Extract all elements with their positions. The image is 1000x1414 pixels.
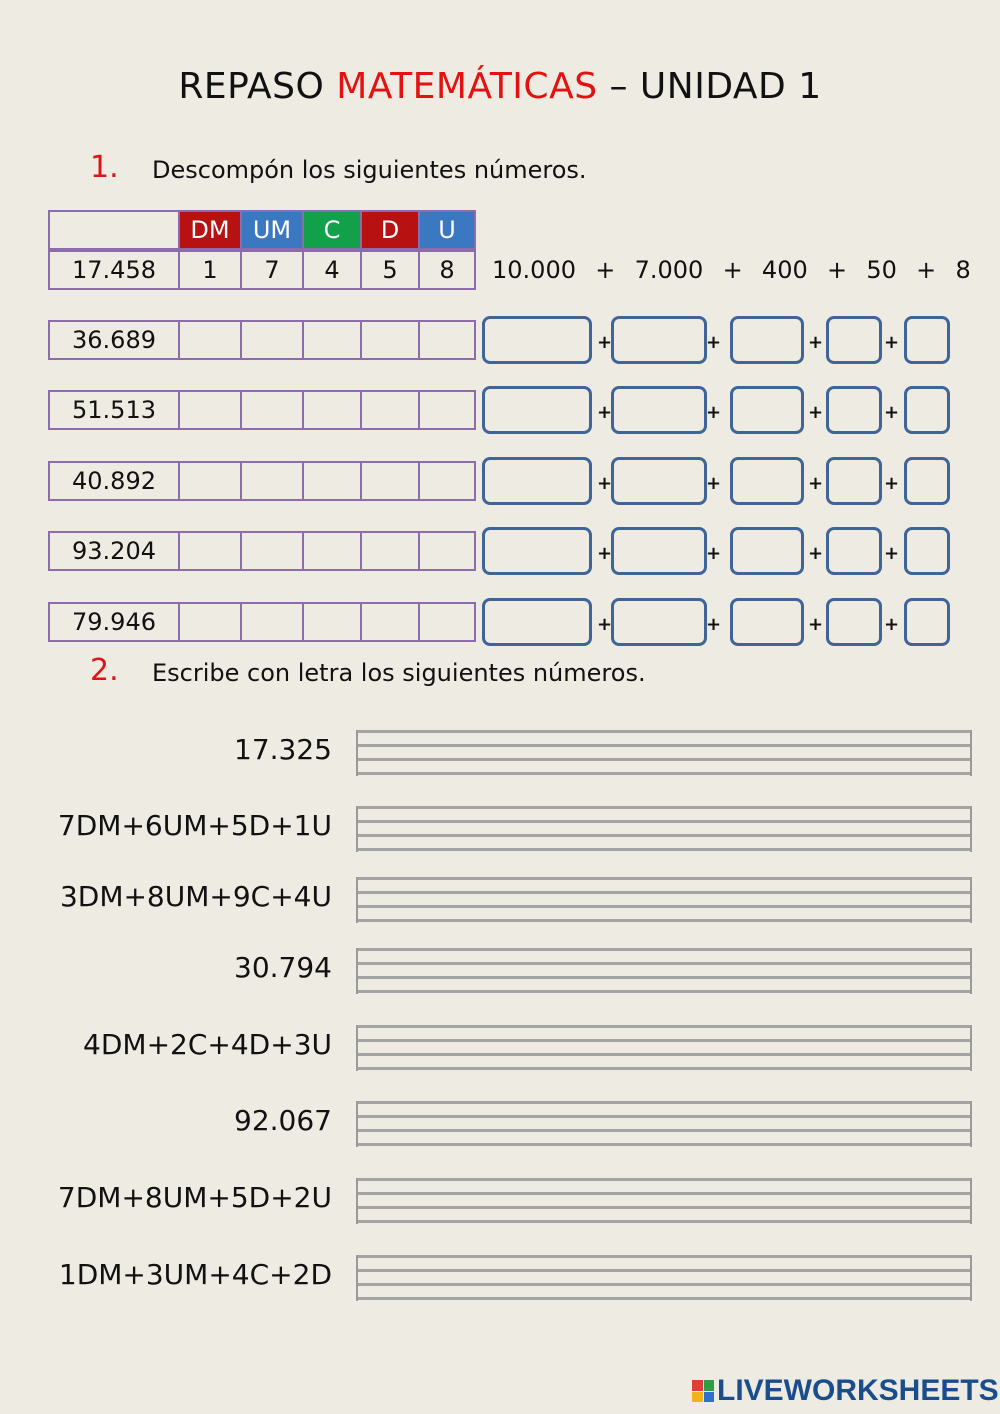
expansion-box-d[interactable]	[826, 527, 882, 575]
expansion-box-u[interactable]	[904, 527, 950, 575]
expansion-box-d[interactable]	[826, 598, 882, 646]
writing-line	[358, 1178, 970, 1181]
exercise-input-dm[interactable]	[178, 390, 242, 430]
example-digit-um: 7	[240, 250, 304, 290]
writing-line	[358, 1283, 970, 1286]
plus-sign: +	[706, 402, 722, 423]
expansion-box-d[interactable]	[826, 457, 882, 505]
expansion-box-dm[interactable]	[482, 386, 592, 434]
plus-sign: +	[884, 402, 900, 423]
writing-line	[358, 1297, 970, 1300]
writing-line	[358, 948, 970, 951]
example-digit-u: 8	[418, 250, 476, 290]
expansion-box-d[interactable]	[826, 386, 882, 434]
exercise-number: 40.892	[48, 461, 180, 501]
writing-line	[358, 1067, 970, 1070]
write-answer-field[interactable]	[356, 877, 972, 923]
exercise-input-d[interactable]	[360, 461, 420, 501]
plus-sign: +	[808, 332, 824, 353]
plus-sign: +	[808, 402, 824, 423]
writing-line	[358, 730, 970, 733]
writing-line	[358, 834, 970, 837]
plus-sign: +	[808, 473, 824, 494]
header-c: C	[302, 210, 362, 250]
header-dm: DM	[178, 210, 242, 250]
exercise-number: 36.689	[48, 320, 180, 360]
title-part2: MATEMÁTICAS	[336, 66, 598, 107]
plus-sign: +	[706, 473, 722, 494]
plus-sign: +	[808, 614, 824, 635]
question-1-number: 1.	[90, 150, 119, 185]
write-item-label: 4DM+2C+4D+3U	[83, 1028, 332, 1061]
header-blank-cell	[48, 210, 180, 250]
header-d: D	[360, 210, 420, 250]
plus-sign: +	[597, 332, 613, 353]
exercise-input-c[interactable]	[302, 602, 362, 642]
write-item-label: 7DM+6UM+5D+1U	[57, 809, 332, 842]
writing-line	[358, 1039, 970, 1042]
writing-line	[358, 905, 970, 908]
writing-line	[358, 990, 970, 993]
plus-sign: +	[884, 473, 900, 494]
expansion-box-c[interactable]	[730, 316, 804, 364]
expansion-box-um[interactable]	[611, 457, 707, 505]
writing-line	[358, 1255, 970, 1258]
writing-line	[358, 891, 970, 894]
exercise-input-d[interactable]	[360, 320, 420, 360]
write-item-label: 30.794	[234, 951, 332, 984]
writing-line	[358, 962, 970, 965]
writing-line	[358, 1220, 970, 1223]
expansion-box-u[interactable]	[904, 598, 950, 646]
exercise-input-c[interactable]	[302, 320, 362, 360]
expansion-box-dm[interactable]	[482, 457, 592, 505]
writing-line	[358, 1129, 970, 1132]
expansion-box-c[interactable]	[730, 527, 804, 575]
writing-line	[358, 1101, 970, 1104]
exercise-input-u[interactable]	[418, 390, 476, 430]
plus-sign: +	[884, 332, 900, 353]
plus-sign: +	[597, 614, 613, 635]
writing-line	[358, 1025, 970, 1028]
exercise-input-d[interactable]	[360, 390, 420, 430]
plus-sign: +	[706, 332, 722, 353]
example-digit-d: 5	[360, 250, 420, 290]
exercise-input-c[interactable]	[302, 531, 362, 571]
exercise-input-um[interactable]	[240, 461, 304, 501]
plus-sign: +	[884, 543, 900, 564]
logo-mark-icon	[692, 1380, 714, 1402]
liveworksheets-logo	[692, 1374, 999, 1408]
expansion-box-d[interactable]	[826, 316, 882, 364]
write-answer-field[interactable]	[356, 730, 972, 776]
page-title	[0, 66, 1000, 107]
exercise-input-dm[interactable]	[178, 461, 242, 501]
writing-line	[358, 1206, 970, 1209]
exercise-input-c[interactable]	[302, 390, 362, 430]
exercise-input-u[interactable]	[418, 320, 476, 360]
writing-line	[358, 976, 970, 979]
plus-sign: +	[597, 402, 613, 423]
expansion-box-c[interactable]	[730, 598, 804, 646]
writing-line	[358, 1115, 970, 1118]
plus-sign: +	[706, 614, 722, 635]
writing-line	[358, 758, 970, 761]
exercise-input-um[interactable]	[240, 531, 304, 571]
header-um: UM	[240, 210, 304, 250]
exercise-input-dm[interactable]	[178, 320, 242, 360]
plus-sign: +	[597, 543, 613, 564]
exercise-input-um[interactable]	[240, 390, 304, 430]
logo-text: LIVEWORKSHEETS	[717, 1374, 999, 1407]
write-item-label: 1DM+3UM+4C+2D	[58, 1258, 332, 1291]
example-digit-dm: 1	[178, 250, 242, 290]
writing-line	[358, 1143, 970, 1146]
write-item-label: 7DM+8UM+5D+2U	[57, 1181, 332, 1214]
write-answer-field[interactable]	[356, 1025, 972, 1071]
writing-line	[358, 1192, 970, 1195]
exercise-number: 79.946	[48, 602, 180, 642]
expansion-box-um[interactable]	[611, 316, 707, 364]
write-answer-field[interactable]	[356, 806, 972, 852]
expansion-box-um[interactable]	[611, 386, 707, 434]
exercise-input-dm[interactable]	[178, 531, 242, 571]
expansion-box-c[interactable]	[730, 386, 804, 434]
title-part1: REPASO	[178, 66, 337, 107]
question-2-text: Escribe con letra los siguientes números.	[152, 659, 646, 687]
writing-line	[358, 1269, 970, 1272]
writing-line	[358, 806, 970, 809]
write-item-label: 3DM+8UM+9C+4U	[59, 880, 332, 913]
exercise-input-u[interactable]	[418, 602, 476, 642]
header-u: U	[418, 210, 476, 250]
exercise-number: 51.513	[48, 390, 180, 430]
expansion-box-u[interactable]	[904, 457, 950, 505]
exercise-input-d[interactable]	[360, 602, 420, 642]
exercise-input-um[interactable]	[240, 320, 304, 360]
writing-line	[358, 744, 970, 747]
exercise-input-dm[interactable]	[178, 602, 242, 642]
exercise-input-d[interactable]	[360, 531, 420, 571]
example-digit-c: 4	[302, 250, 362, 290]
expansion-box-dm[interactable]	[482, 598, 592, 646]
writing-line	[358, 848, 970, 851]
write-item-label: 17.325	[234, 733, 332, 766]
write-answer-field[interactable]	[356, 1178, 972, 1224]
expansion-box-c[interactable]	[730, 457, 804, 505]
expansion-box-u[interactable]	[904, 316, 950, 364]
writing-line	[358, 919, 970, 922]
exercise-number: 93.204	[48, 531, 180, 571]
title-part3: – UNIDAD 1	[597, 66, 822, 107]
writing-line	[358, 820, 970, 823]
question-2-number: 2.	[90, 653, 119, 688]
expansion-box-um[interactable]	[611, 598, 707, 646]
exercise-input-c[interactable]	[302, 461, 362, 501]
writing-line	[358, 1053, 970, 1056]
exercise-input-u[interactable]	[418, 461, 476, 501]
expansion-box-dm[interactable]	[482, 316, 592, 364]
plus-sign: +	[597, 473, 613, 494]
question-1-text: Descompón los siguientes números.	[152, 156, 587, 184]
write-answer-field[interactable]	[356, 1255, 972, 1301]
expansion-box-dm[interactable]	[482, 527, 592, 575]
writing-line	[358, 877, 970, 880]
write-answer-field[interactable]	[356, 948, 972, 994]
example-expansion: 10.000 + 7.000 + 400 + 50 + 8	[492, 256, 971, 284]
plus-sign: +	[706, 543, 722, 564]
write-item-label: 92.067	[234, 1104, 332, 1137]
plus-sign: +	[808, 543, 824, 564]
writing-line	[358, 772, 970, 775]
write-answer-field[interactable]	[356, 1101, 972, 1147]
example-number: 17.458	[48, 250, 180, 290]
plus-sign: +	[884, 614, 900, 635]
exercise-input-um[interactable]	[240, 602, 304, 642]
expansion-box-u[interactable]	[904, 386, 950, 434]
exercise-input-u[interactable]	[418, 531, 476, 571]
expansion-box-um[interactable]	[611, 527, 707, 575]
